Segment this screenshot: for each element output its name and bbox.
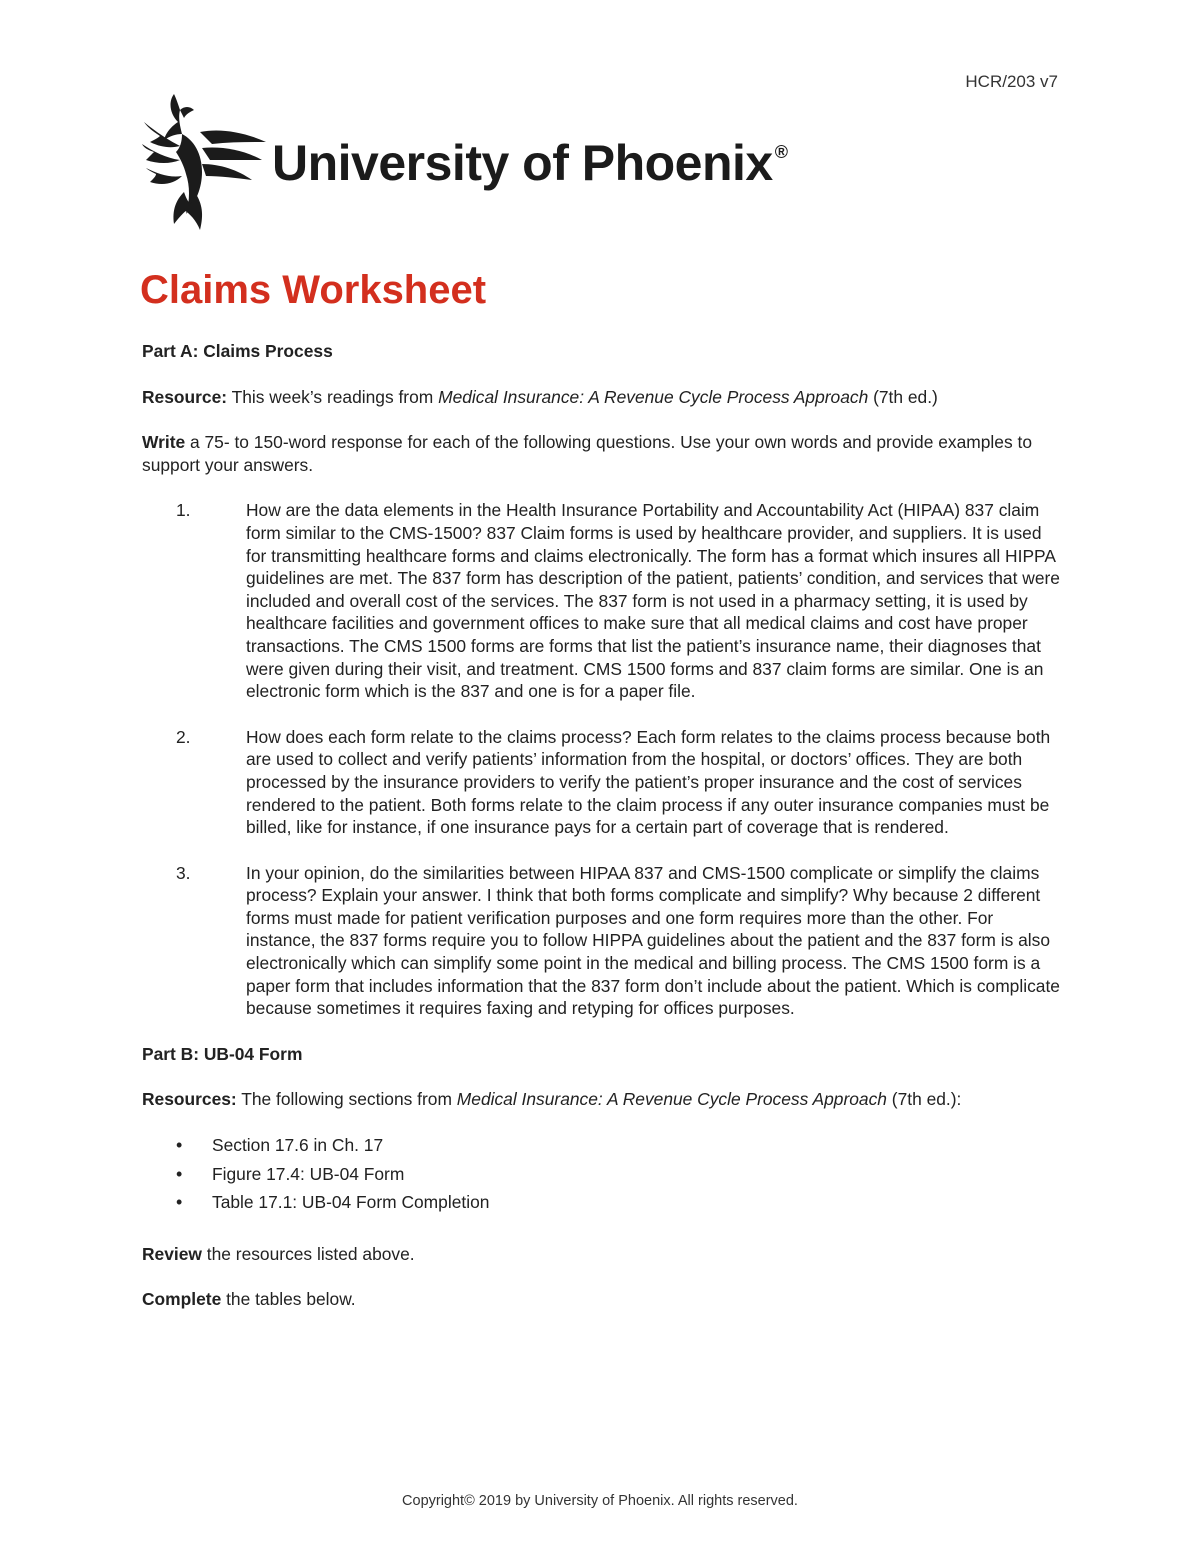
bullet-item (142, 1134, 1062, 1163)
resource-label: Resource: (142, 386, 228, 407)
question-text: How are the data elements in the Health Insurance Portability and Accountability Act (HIPAA) 837 claim form similar to the CMS-1500? 837 Claim forms is used by healthcare provider, and suppliers. It is used for transmitting healthcare forms and claims electronically. The form has a format which insures all HIPPA guidelines are met. The 837 form has description of the patient, patients’ condition, and services that were included and overall cost of the services. The 837 form is not used in a pharmacy setting, it is used by healthcare facilities and government offices to make sure that all medical claims and cost have proper transactions. The CMS 1500 forms are forms that list the patient’s insurance name, their diagnoses that were given during their visit, and treatment. CMS 1500 forms and 837 claim forms are similar. One is an electronic form which is the 837 and one is for a paper file. (246, 500, 1060, 702)
page-title: Claims Worksheet (140, 268, 487, 312)
bullet-icon: • (176, 1135, 183, 1156)
review-instruction (142, 1243, 1062, 1266)
resources-paragraph (142, 1088, 1062, 1111)
write-instruction (142, 431, 1062, 476)
resources-label: Resources: (142, 1089, 237, 1110)
resource-book-title: Medical Insurance: A Revenue Cycle Process Approach (438, 386, 869, 407)
write-label: Write (142, 432, 186, 453)
resources-book-title: Medical Insurance: A Revenue Cycle Process Approach (456, 1089, 887, 1110)
resources-text-1: The following sections from (236, 1089, 457, 1110)
resources-text-2: (7th ed.): (886, 1089, 962, 1110)
question-number: 1. (176, 500, 191, 521)
complete-text: the tables below. (221, 1289, 356, 1310)
bullet-text: Section 17.6 in Ch. 17 (212, 1135, 384, 1156)
copyright-footer: Copyright© 2019 by University of Phoenix. All rights reserved. (402, 1493, 798, 1509)
resource-text-1: This week’s readings from (227, 386, 439, 407)
question-item (142, 726, 1062, 839)
university-logo (140, 92, 788, 234)
question-item (142, 862, 1062, 1020)
question-text: How does each form relate to the claims process? Each form relates to the claims process because both are used to collect and verify patients’ information from the hospital, or doctors’ offices. They are both processed by the insurance providers to verify the patient’s proper insurance and the cost of services rendered to the patient. Both forms relate to the claim process if any outer insurance companies must be billed, like for instance, if one insurance pays for a certain part of coverage that is rendered. (246, 726, 1051, 838)
question-text: In your opinion, do the similarities between HIPAA 837 and CMS-1500 complicate or simplify the claims process? Explain your answer. I think that both forms complicate and simplify? Why because 2 different forms must made for patient verification purposes and one form requires more than the other. For instance, the 837 forms require you to follow HIPPA guidelines about the patient and the 837 form is also electronically which can simplify some point in the medical and billing process. The CMS 1500 form is a paper form that includes information that the 837 form don’t include about the patient. Which is complicate because sometimes it requires faxing and retyping for offices purposes. (246, 862, 1060, 1019)
question-number: 3. (176, 862, 191, 883)
question-list (142, 499, 1062, 1019)
write-text: a 75- to 150-word response for each of the following questions. Use your own words and provide examples to support your answers. (142, 432, 1032, 475)
worksheet-content (142, 340, 1062, 1334)
course-code: HCR/203 v7 (965, 72, 1058, 91)
question-number: 2. (176, 726, 191, 747)
bullet-item (142, 1163, 1062, 1192)
resource-bullet-list (142, 1134, 1062, 1220)
resource-text-2: (7th ed.) (868, 386, 938, 407)
part-b-heading: Part B: UB-04 Form (142, 1043, 303, 1064)
review-text: the resources listed above. (201, 1243, 415, 1264)
bullet-text: Figure 17.4: UB-04 Form (212, 1163, 405, 1184)
bullet-text: Table 17.1: UB-04 Form Completion (212, 1192, 490, 1213)
complete-instruction (142, 1288, 1062, 1311)
logo-text: University of Phoenix (272, 135, 773, 191)
bullet-icon: • (176, 1163, 183, 1184)
bullet-icon: • (176, 1192, 183, 1213)
bullet-item (142, 1191, 1062, 1220)
registered-mark: ® (774, 142, 788, 162)
part-a-heading: Part A: Claims Process (142, 341, 333, 361)
question-item (142, 499, 1062, 702)
resource-paragraph (142, 386, 1062, 409)
logo-wordmark (272, 134, 788, 192)
complete-label: Complete (142, 1289, 222, 1310)
review-label: Review (142, 1243, 202, 1264)
phoenix-bird-icon (140, 92, 268, 232)
